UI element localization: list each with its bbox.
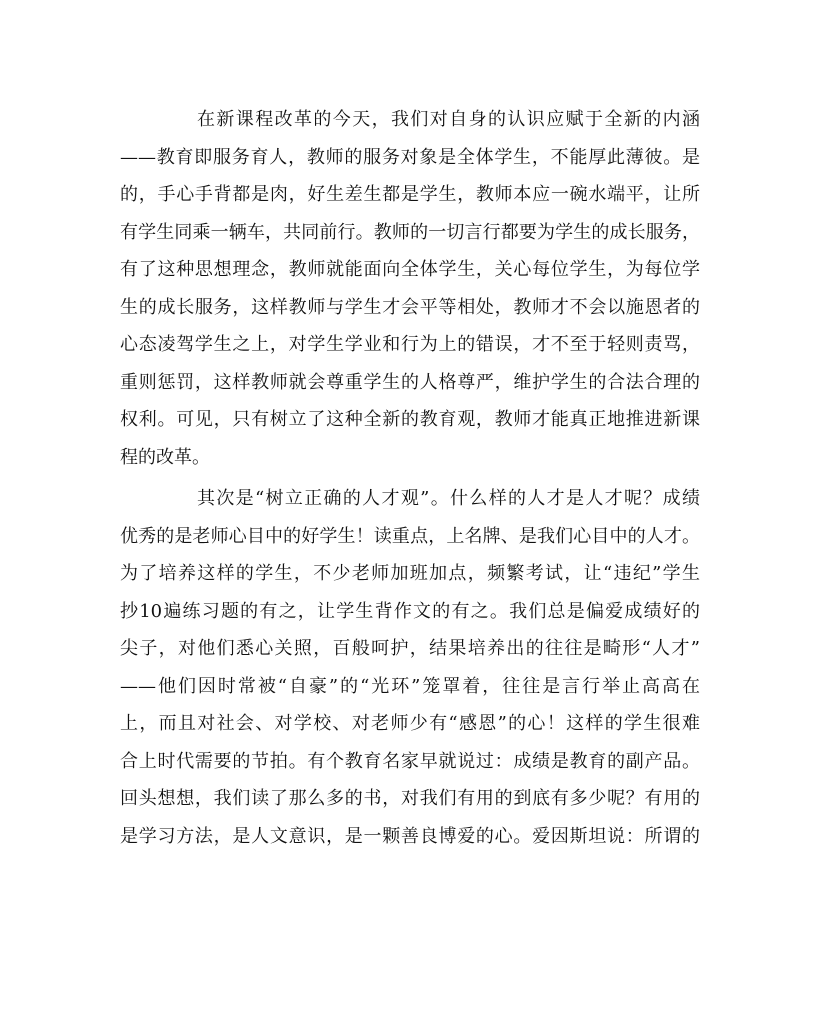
paragraph xyxy=(120,480,700,855)
paragraph-line: 的，手心手背都是肉，好生差生都是学生，教师本应一碗水端平，让所 xyxy=(120,184,700,205)
paragraph-line: 优秀的是老师心目中的好学生！读重点，上名牌、是我们心目中的人才。 xyxy=(120,525,700,547)
paragraph-line: 权利。可见，只有树立了这种全新的教育观，教师才能真正地推进新课 xyxy=(120,409,700,430)
paragraph-line: 回头想想，我们读了那么多的书，对我们有用的到底有多少呢？有用的 xyxy=(120,788,700,809)
paragraph-line: 是学习方法，是人文意识，是一颗善良博爱的心。爱因斯坦说：所谓的 xyxy=(120,825,700,847)
paragraph-line: 心态凌驾学生之上，对学生学业和行为上的错误，才不至于轻则责骂， xyxy=(120,334,700,355)
document-body xyxy=(120,101,700,855)
paragraph-line: 有学生同乘一辆车，共同前行。教师的一切言行都要为学生的成长服务， xyxy=(120,221,700,243)
paragraph-line: 为了培养这样的学生，不少老师加班加点，频繁考试，让“违纪”学生 xyxy=(120,563,700,584)
paragraph-line: 其次是“树立正确的人才观”。什么样的人才是人才呢？成绩 xyxy=(197,488,700,509)
paragraph-line: 上，而且对社会、对学校、对老师少有“感恩”的心！这样的学生很难 xyxy=(120,713,700,734)
paragraph-line: 在新课程改革的今天，我们对自身的认识应赋于全新的内涵 xyxy=(197,109,700,130)
paragraph-line: 程的改革。 xyxy=(120,446,210,468)
paragraph-line: 合上时代需要的节拍。有个教育名家早就说过：成绩是教育的副产品。 xyxy=(120,750,700,772)
paragraph-line: 重则惩罚，这样教师就会尊重学生的人格尊严，维护学生的合法合理的 xyxy=(120,371,700,393)
paragraph-line: 尖子，对他们悉心关照，百般呵护，结果培养出的往往是畸形“人才” xyxy=(120,638,700,659)
paragraph-line: ——教育即服务育人，教师的服务对象是全体学生，不能厚此薄彼。是 xyxy=(120,146,700,168)
paragraph xyxy=(120,101,700,476)
paragraph-line: 抄10遍练习题的有之，让学生背作文的有之。我们总是偏爱成绩好的 xyxy=(120,600,700,622)
paragraph-line: 有了这种思想理念，教师就能面向全体学生，关心每位学生，为每位学 xyxy=(120,259,700,280)
paragraph-line: 生的成长服务，这样教师与学生才会平等相处，教师才不会以施恩者的 xyxy=(120,296,700,318)
paragraph-line: ——他们因时常被“自豪”的“光环”笼罩着，往往是言行举止高高在 xyxy=(120,675,700,697)
